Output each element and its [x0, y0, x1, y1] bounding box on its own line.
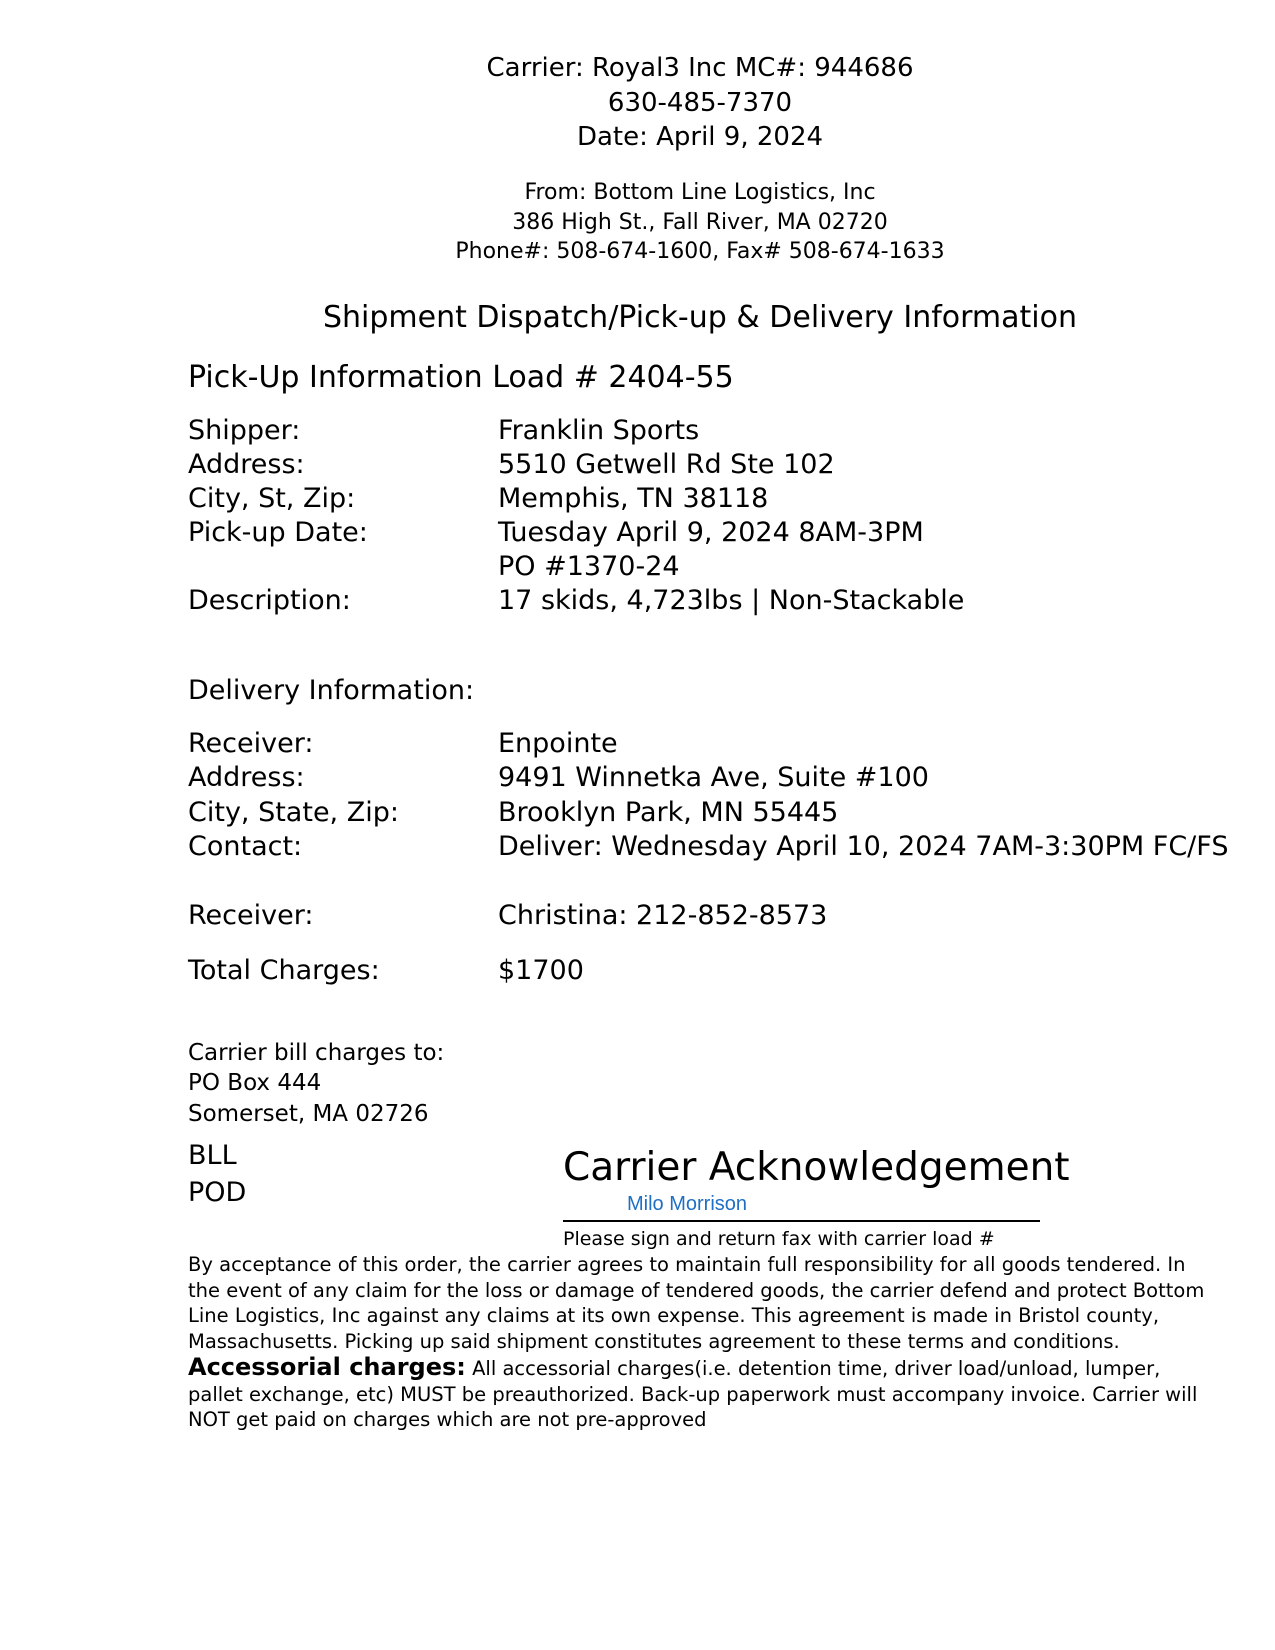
field-label: Address: [188, 449, 305, 480]
delivery-heading: Delivery Information: [188, 675, 475, 706]
field-value: 9491 Winnetka Ave, Suite #100 [498, 762, 929, 793]
field-value: Enpointe [498, 728, 618, 759]
field-label: City, State, Zip: [188, 797, 399, 828]
field-value: Franklin Sports [498, 415, 700, 446]
accessorial-charges-heading: Accessorial charges: [188, 1352, 466, 1381]
terms-text: By acceptance of this order, the carrier agrees to maintain full responsibility for all goods tendered. In the event of any claim for the loss or damage of tendered goods, the carrier defend and protect Bottom Line Logistics, Inc against any claims at its own expense. This agreement is made in Bristol county, Massachusetts. Picking up said shipment constitutes agreement to these terms and conditions. [188, 1253, 1205, 1354]
field-label: Total Charges: [188, 955, 380, 986]
from-company: From: Bottom Line Logistics, Inc [524, 180, 876, 205]
field-value: 17 skids, 4,723lbs | Non-Stackable [498, 585, 965, 616]
from-phone-fax: Phone#: 508-674-1600, Fax# 508-674-1633 [455, 239, 945, 264]
document-title: Shipment Dispatch/Pick-up & Delivery Information [323, 300, 1077, 335]
field-label: City, St, Zip: [188, 483, 356, 514]
carrier-line: Carrier: Royal3 Inc MC#: 944686 [486, 53, 914, 83]
billing-po-box: PO Box 444 [188, 1070, 322, 1096]
field-label: Receiver: [188, 728, 314, 759]
terms-accessorial-text: All accessorial charges(i.e. detention time, driver load/unload, lumper, pallet exchange, etc) MUST be preauthorized. Back-up paperwork must accompany invoice. Carrier will NOT get paid on charges which are not pre-approved [188, 1356, 1198, 1432]
field-label: Address: [188, 762, 305, 793]
from-address: 386 High St., Fall River, MA 02720 [512, 210, 888, 235]
field-label: Receiver: [188, 900, 314, 931]
field-value: Brooklyn Park, MN 55445 [498, 797, 839, 828]
acknowledgement-title: Carrier Acknowledgement [563, 1145, 1070, 1190]
field-label: Description: [188, 585, 351, 616]
terms-and-conditions [188, 1252, 1218, 1433]
billing-city: Somerset, MA 02726 [188, 1101, 429, 1127]
pod-label: POD [188, 1177, 247, 1208]
field-label: Pick-up Date: [188, 517, 368, 548]
field-label: Shipper: [188, 415, 301, 446]
total-charges-value: $1700 [498, 955, 584, 986]
field-value: Deliver: Wednesday April 10, 2024 7AM-3:30PM FC/FS [498, 831, 1229, 862]
billing-label: Carrier bill charges to: [188, 1040, 445, 1066]
field-label: Contact: [188, 831, 303, 862]
signature-line [563, 1220, 1040, 1222]
field-value: 5510 Getwell Rd Ste 102 [498, 449, 835, 480]
field-value: Christina: 212-852-8573 [498, 900, 828, 931]
field-value: Memphis, TN 38118 [498, 483, 769, 514]
carrier-signature[interactable]: Milo Morrison [627, 1193, 748, 1215]
field-value: PO #1370-24 [498, 551, 680, 582]
bll-label: BLL [188, 1140, 237, 1171]
carrier-phone: 630-485-7370 [607, 88, 793, 118]
pickup-heading: Pick-Up Information Load # 2404-55 [188, 360, 734, 395]
acknowledgement-note: Please sign and return fax with carrier load # [563, 1228, 995, 1250]
dispatch-date: Date: April 9, 2024 [576, 122, 824, 152]
field-value: Tuesday April 9, 2024 8AM-3PM [498, 517, 924, 548]
